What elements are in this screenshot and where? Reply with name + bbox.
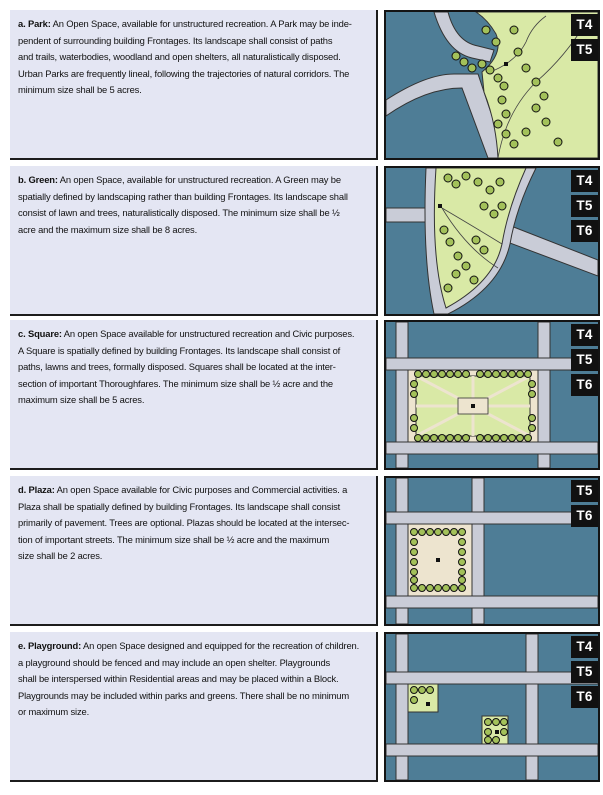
text-line: primarily of pavement. Trees are optional. Plazas should be located at the intersec- — [18, 517, 350, 529]
tree — [498, 202, 506, 210]
shelter — [438, 204, 442, 208]
transect-badge: T5 — [571, 349, 598, 371]
description-panel — [10, 632, 378, 782]
description — [18, 638, 366, 721]
tree — [492, 38, 500, 46]
transect-badges — [571, 14, 598, 64]
monument — [436, 558, 440, 562]
text-line: An open Space designed and equipped for the recreation of children. — [82, 640, 360, 651]
square-diagram — [384, 320, 600, 470]
description-panel — [10, 10, 378, 160]
transect-badge: T6 — [571, 505, 598, 527]
tree — [514, 48, 522, 56]
text-line: A Square is spatially defined by building Frontages. Its landscape shall consist of — [18, 344, 341, 356]
description — [18, 326, 366, 409]
text-line: size shall be 2 acres. — [18, 550, 103, 562]
tree — [444, 284, 452, 292]
street — [526, 634, 538, 780]
text-line: and trails, waterbodies, woodland and open shelters, all naturalistically disposed. — [18, 51, 341, 63]
text-line: An Open Space, available for unstructured recreation. A Park may be inde- — [52, 18, 352, 29]
park-diagram — [384, 10, 600, 160]
tree — [486, 186, 494, 194]
tree — [462, 172, 470, 180]
tree — [468, 64, 476, 72]
square-plan-illustration — [386, 322, 598, 468]
tree — [542, 118, 550, 126]
street — [386, 442, 598, 454]
description — [18, 172, 366, 238]
tree — [472, 236, 480, 244]
park-plan-illustration — [386, 12, 598, 158]
tree — [554, 138, 562, 146]
text-line: minimum size shall be 5 acres. — [18, 84, 142, 96]
tree — [532, 104, 540, 112]
text-line: An open Space available for Civic purposes and Commercial activities. a — [56, 484, 348, 495]
plaza-plan-illustration — [386, 478, 598, 624]
text-line: spatially defined by landscaping rather than building Frontages. Its landscape shall — [18, 190, 348, 202]
section-heading: a. Park: — [18, 18, 51, 29]
section-green — [10, 166, 600, 318]
section-heading: b. Green: — [18, 174, 58, 185]
transect-badge: T5 — [571, 661, 598, 683]
tree — [452, 270, 460, 278]
tree — [522, 128, 530, 136]
tree — [494, 120, 502, 128]
transect-badge: T4 — [571, 636, 598, 658]
transect-badge: T4 — [571, 14, 598, 36]
text-line: consist of lawn and trees, naturalistically disposed. The minimum size shall be ½ — [18, 207, 340, 219]
transect-badge: T6 — [571, 686, 598, 708]
street — [396, 634, 408, 780]
tree — [486, 66, 494, 74]
text-line: or maximum size. — [18, 706, 90, 718]
street — [386, 744, 598, 756]
plaza-diagram — [384, 476, 600, 626]
tree — [444, 174, 452, 182]
monument — [471, 404, 475, 408]
tree — [510, 140, 518, 148]
tree — [490, 210, 498, 218]
section-heading: c. Square: — [18, 328, 62, 339]
section-plaza — [10, 476, 600, 628]
transect-badge: T5 — [571, 195, 598, 217]
text-line: tion of important streets. The minimum size shall be ½ acre and the maximum — [18, 533, 330, 545]
street — [386, 358, 598, 370]
tree — [470, 276, 478, 284]
description — [18, 16, 366, 99]
text-line: pendent of surrounding building Frontages. Its landscape shall consist of paths — [18, 34, 333, 46]
transect-badges — [571, 480, 598, 530]
tree — [540, 92, 548, 100]
text-line: Playgrounds may be included within parks and greens. There shall be no minimum — [18, 689, 350, 701]
transect-badge: T4 — [571, 324, 598, 346]
transect-badge: T6 — [571, 374, 598, 396]
shelter — [495, 730, 499, 734]
description-panel — [10, 320, 378, 470]
text-line: a playground should be fenced and may include an open shelter. Playgrounds — [18, 656, 331, 668]
text-line: Plaza shall be spatially defined by building Frontages. Its landscape shall consist — [18, 500, 341, 512]
text-line: An open Space available for unstructured recreation and Civic purposes. — [63, 328, 355, 339]
description-panel — [10, 166, 378, 316]
street — [386, 512, 598, 524]
tree — [460, 58, 468, 66]
text-line: paths, lawns and trees, formally disposed. Squares shall be located at the inter- — [18, 361, 336, 373]
section-park — [10, 10, 600, 162]
section-heading: d. Plaza: — [18, 484, 55, 495]
tree — [446, 238, 454, 246]
tree — [452, 180, 460, 188]
street — [386, 596, 598, 608]
tree — [480, 246, 488, 254]
section-heading: e. Playground: — [18, 640, 82, 651]
tree — [522, 64, 530, 72]
playground-plan-illustration — [386, 634, 598, 780]
tree — [498, 96, 506, 104]
section-square — [10, 320, 600, 472]
text-line: An open Space, available for unstructured recreation. A Green may be — [59, 174, 341, 185]
description-panel — [10, 476, 378, 626]
shelter — [426, 702, 430, 706]
text-line: Urban Parks are frequently lineal, following the trajectories of natural corridors. The — [18, 67, 350, 79]
transect-badges — [571, 170, 598, 245]
shelter — [504, 62, 508, 66]
tree — [478, 60, 486, 68]
tree — [532, 78, 540, 86]
text-line: acre and the maximum size shall be 8 acres. — [18, 223, 198, 235]
tree — [480, 202, 488, 210]
tree — [474, 178, 482, 186]
transect-badge: T4 — [571, 170, 598, 192]
text-line: shall be interspersed within Residential areas and may be placed within a Block. — [18, 673, 339, 685]
tree — [494, 74, 502, 82]
tree — [452, 52, 460, 60]
green-diagram — [384, 166, 600, 316]
section-playground — [10, 632, 600, 784]
tree — [496, 178, 504, 186]
text-line: maximum size shall be 5 acres. — [18, 394, 145, 406]
transect-badge: T6 — [571, 220, 598, 242]
tree — [510, 26, 518, 34]
tree — [502, 130, 510, 138]
tree — [454, 252, 462, 260]
transect-badges — [571, 324, 598, 399]
tree — [462, 262, 470, 270]
transect-badges — [571, 636, 598, 711]
tree — [500, 82, 508, 90]
text-line: section of important Thoroughfares. The minimum size shall be ½ acre and the — [18, 377, 333, 389]
transect-badge: T5 — [571, 39, 598, 61]
tree — [502, 110, 510, 118]
transect-badge: T5 — [571, 480, 598, 502]
playground-diagram — [384, 632, 600, 782]
tree — [482, 26, 490, 34]
street — [386, 672, 598, 684]
green-plan-illustration — [386, 168, 598, 314]
tree — [440, 226, 448, 234]
description — [18, 482, 366, 565]
